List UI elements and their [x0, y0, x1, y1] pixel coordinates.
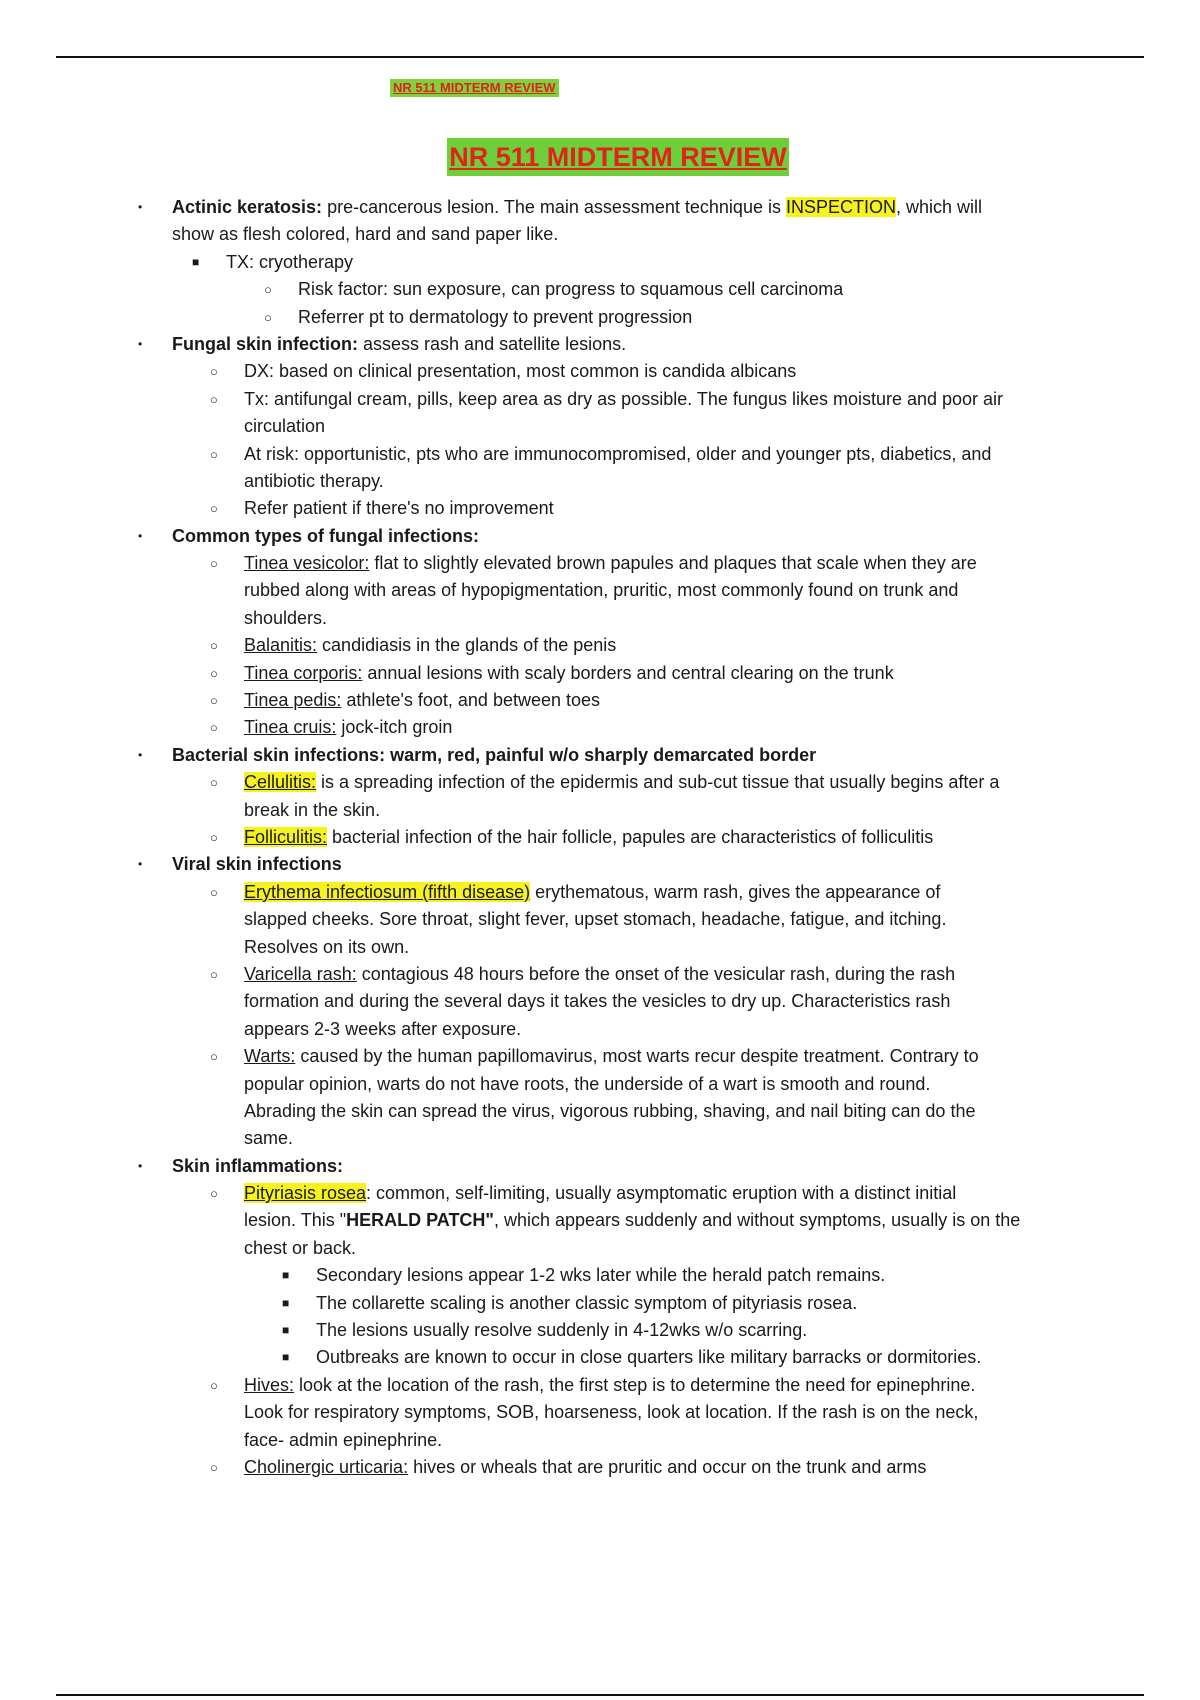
document-body — [0, 194, 1200, 1481]
list-item: ○ Pityriasis rosea: common, self-limiting, usually asymptomatic eruption with a distinct initial — [0, 1180, 1200, 1207]
list-item: • Bacterial skin infections: warm, red, painful w/o sharply demarcated border — [0, 742, 1200, 769]
list-item-continued: break in the skin. — [244, 799, 381, 820]
square-bullet-icon: ■ — [282, 1295, 290, 1310]
list-item: • Actinic keratosis: pre-cancerous lesion. The main assessment technique is INSPECTION, which will — [0, 194, 1200, 221]
circle-bullet-icon: ○ — [210, 1377, 218, 1393]
circle-bullet-icon: ○ — [210, 501, 218, 517]
list-item-continued: rubbed along with areas of hypopigmentation, pruritic, most commonly found on trunk and — [244, 580, 959, 601]
bullet-icon: • — [138, 747, 143, 762]
circle-bullet-icon: ○ — [210, 391, 218, 407]
title-text: NR 511 MIDTERM REVIEW — [447, 138, 789, 176]
list-item: ○ Warts: caused by the human papillomavirus, most warts recur despite treatment. Contrary to — [0, 1043, 1200, 1070]
list-item: ○ Cholinergic urticaria: hives or wheals that are pruritic and occur on the trunk and arms — [0, 1454, 1200, 1481]
list-item-continued: Resolves on its own. — [244, 936, 410, 957]
circle-bullet-icon: ○ — [210, 364, 218, 380]
highlight: INSPECTION — [785, 197, 896, 217]
top-rule — [56, 56, 1144, 58]
running-header: NR 511 MIDTERM REVIEW — [390, 79, 559, 97]
square-bullet-icon: ■ — [282, 1268, 290, 1283]
circle-bullet-icon: ○ — [210, 966, 218, 982]
bullet-icon: • — [138, 857, 143, 872]
list-item: ○ Erythema infectiosum (fifth disease) erythematous, warm rash, gives the appearance of — [0, 879, 1200, 906]
list-item-continued: slapped cheeks. Sore throat, slight fever, upset stomach, headache, fatigue, and itching. — [244, 909, 947, 930]
list-item-continued: Abrading the skin can spread the virus, vigorous rubbing, shaving, and nail biting can do the — [244, 1100, 976, 1121]
list-item: • Common types of fungal infections: — [0, 523, 1200, 550]
list-item: ○ Tinea corporis: annual lesions with scaly borders and central clearing on the trunk — [0, 660, 1200, 687]
list-item: ○ Cellulitis: is a spreading infection of the epidermis and sub-cut tissue that usually begins after a — [0, 769, 1200, 796]
list-item-continued: chest or back. — [244, 1237, 357, 1258]
bottom-rule — [56, 1694, 1144, 1696]
list-item-continued: face- admin epinephrine. — [244, 1429, 443, 1450]
circle-bullet-icon: ○ — [210, 1459, 218, 1475]
circle-bullet-icon: ○ — [210, 638, 218, 654]
list-item-continued: show as flesh colored, hard and sand paper like. — [172, 224, 559, 245]
list-item: • Skin inflammations: — [0, 1153, 1200, 1180]
square-bullet-icon: ■ — [282, 1323, 290, 1338]
circle-bullet-icon: ○ — [210, 693, 218, 709]
list-item: ■ The collarette scaling is another classic symptom of pityriasis rosea. — [0, 1290, 1200, 1317]
list-item: ■ TX: cryotherapy — [0, 249, 1200, 276]
circle-bullet-icon: ○ — [264, 309, 272, 325]
list-item-continued: circulation — [244, 416, 326, 437]
bullet-icon: • — [138, 200, 143, 214]
list-item: • Viral skin infections — [0, 851, 1200, 878]
list-item: ○ Hives: look at the location of the rash, the first step is to determine the need for epinephrine. — [0, 1372, 1200, 1399]
list-item-continued: lesion. This "HERALD PATCH", which appears suddenly and without symptoms, usually is on the — [244, 1210, 1021, 1231]
list-item: ○ Referrer pt to dermatology to prevent progression — [0, 304, 1200, 331]
bullet-icon: • — [138, 336, 143, 351]
list-item: ○ Tx: antifungal cream, pills, keep area as dry as possible. The fungus likes moisture and poor air — [0, 386, 1200, 413]
bullet-icon: • — [138, 528, 143, 543]
list-item-continued: popular opinion, warts do not have roots, the underside of a wart is smooth and round. — [244, 1073, 931, 1094]
list-item: ■ The lesions usually resolve suddenly in 4-12wks w/o scarring. — [0, 1317, 1200, 1344]
circle-bullet-icon: ○ — [210, 884, 218, 900]
circle-bullet-icon: ○ — [210, 446, 218, 462]
circle-bullet-icon: ○ — [210, 556, 218, 572]
list-item: ■ Secondary lesions appear 1-2 wks later while the herald patch remains. — [0, 1262, 1200, 1289]
circle-bullet-icon: ○ — [210, 1049, 218, 1065]
list-item: ○ Tinea pedis: athlete's foot, and between toes — [0, 687, 1200, 714]
list-item: ○ Varicella rash: contagious 48 hours before the onset of the vesicular rash, during the rash — [0, 961, 1200, 988]
list-item: ○ Tinea vesicolor: flat to slightly elevated brown papules and plaques that scale when they are — [0, 550, 1200, 577]
list-item: ○ Refer patient if there's no improvement — [0, 495, 1200, 522]
square-bullet-icon: ■ — [282, 1350, 290, 1365]
list-item: ■ Outbreaks are known to occur in close quarters like military barracks or dormitories. — [0, 1344, 1200, 1371]
circle-bullet-icon: ○ — [210, 665, 218, 681]
list-item-continued: Look for respiratory symptoms, SOB, hoarseness, look at location. If the rash is on the neck, — [244, 1402, 979, 1423]
list-item: ○ DX: based on clinical presentation, most common is candida albicans — [0, 358, 1200, 385]
list-item: • Fungal skin infection: assess rash and satellite lesions. — [0, 331, 1200, 358]
list-item: ○ Tinea cruis: jock-itch groin — [0, 714, 1200, 741]
list-item: ○ Folliculitis: bacterial infection of the hair follicle, papules are characteristics of folliculitis — [0, 824, 1200, 851]
circle-bullet-icon: ○ — [210, 1186, 218, 1202]
document-title — [0, 138, 1200, 176]
list-item-continued: antibiotic therapy. — [244, 470, 384, 491]
circle-bullet-icon: ○ — [210, 775, 218, 791]
list-item: ○ Risk factor: sun exposure, can progress to squamous cell carcinoma — [0, 276, 1200, 303]
circle-bullet-icon: ○ — [210, 829, 218, 845]
list-item: ○ Balanitis: candidiasis in the glands of the penis — [0, 632, 1200, 659]
list-item-continued: shoulders. — [244, 607, 328, 628]
bullet-icon: • — [138, 1158, 143, 1173]
list-item-continued: same. — [244, 1128, 294, 1149]
circle-bullet-icon: ○ — [264, 282, 272, 298]
square-bullet-icon: ■ — [192, 254, 200, 269]
list-item: ○ At risk: opportunistic, pts who are immunocompromised, older and younger pts, diabetics, and — [0, 441, 1200, 468]
circle-bullet-icon: ○ — [210, 720, 218, 736]
list-item-continued: formation and during the several days it takes the vesicles to dry up. Characteristics rash — [244, 991, 951, 1012]
list-item-continued: appears 2-3 weeks after exposure. — [244, 1018, 522, 1039]
